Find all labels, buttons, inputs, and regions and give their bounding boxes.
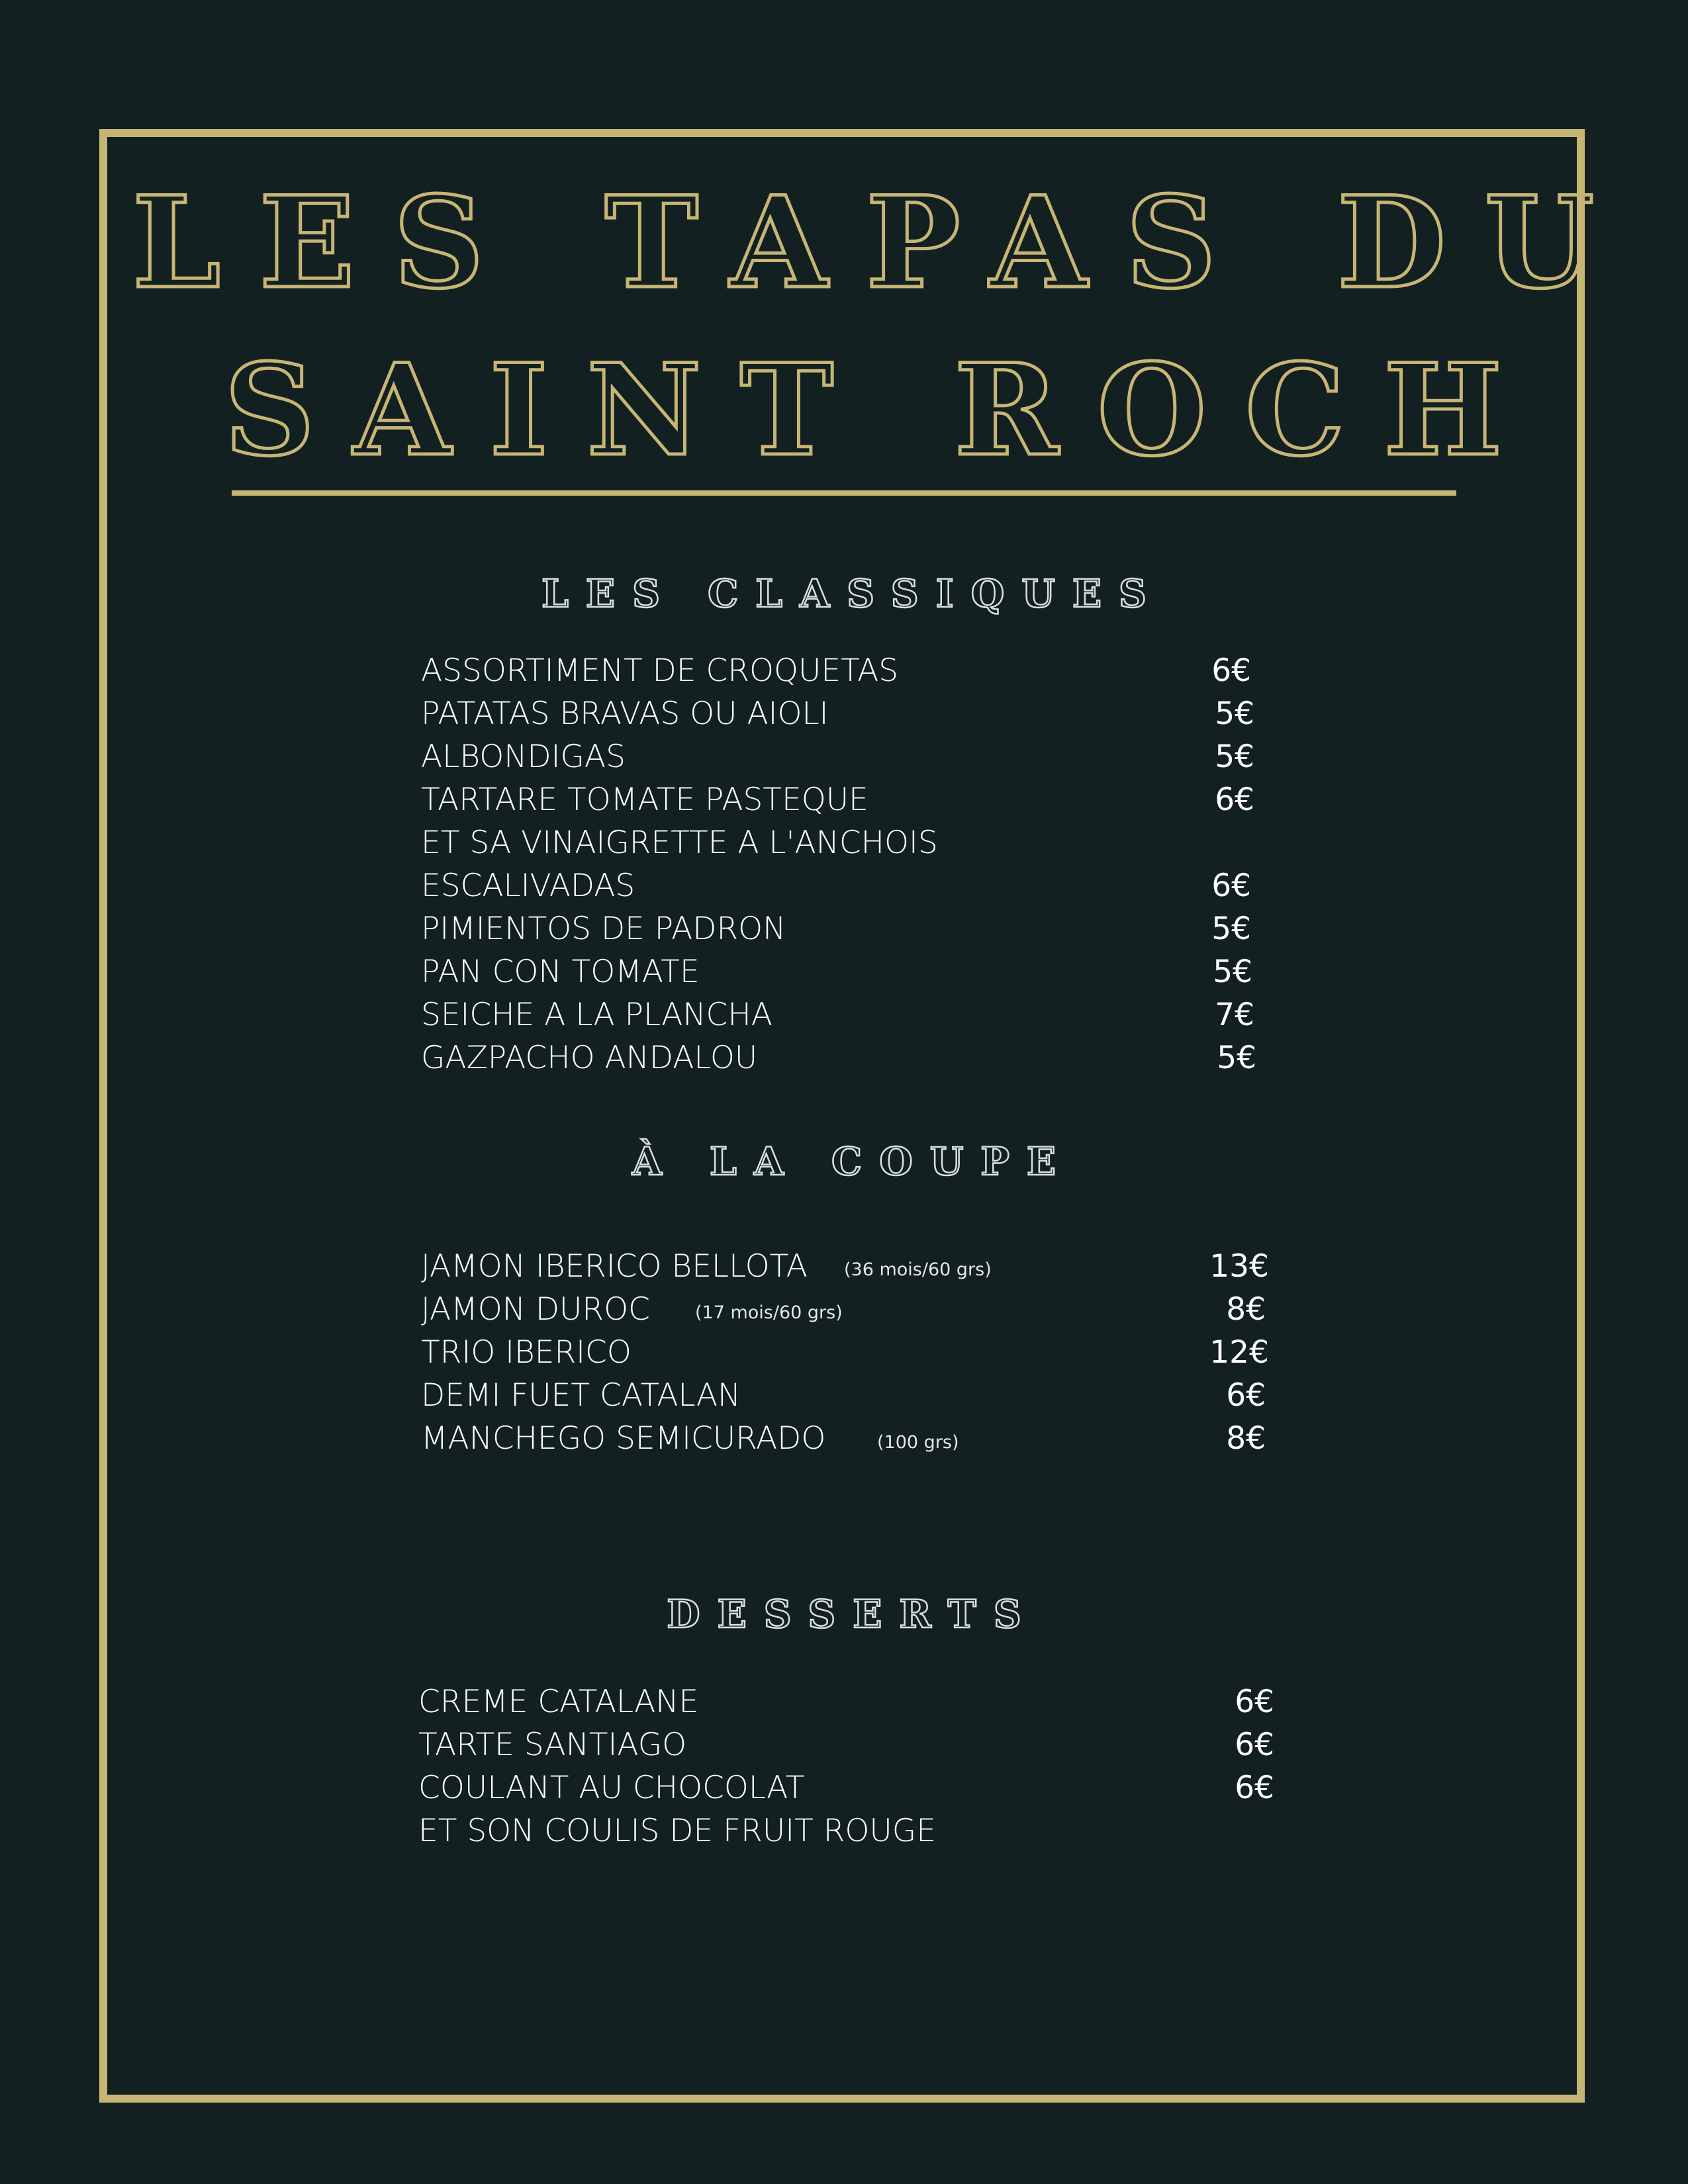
menu-item-name: DEMI FUET CATALAN xyxy=(421,1377,741,1414)
menu-item-price: 5€ xyxy=(1211,911,1251,947)
menu-item-price: 5€ xyxy=(1213,954,1252,990)
restaurant-title-line-1: LES TAPAS DU xyxy=(132,169,1633,316)
menu-item-name-continued: ET SON COULIS DE FRUIT ROUGE xyxy=(418,1813,936,1849)
menu-item-note: (17 mois/60 grs) xyxy=(695,1302,843,1323)
menu-item-price: 5€ xyxy=(1217,1040,1256,1076)
menu-item-name: MANCHEGO SEMICURADO xyxy=(421,1420,826,1457)
menu-item-name: JAMON IBERICO BELLOTA xyxy=(421,1248,808,1285)
section-heading-desserts: DESSERTS xyxy=(667,1592,1039,1637)
menu-item-price: 6€ xyxy=(1235,1727,1274,1763)
section-heading-classiques: LES CLASSIQUES xyxy=(541,571,1164,616)
menu-item-name: TARTARE TOMATE PASTEQUE xyxy=(421,782,868,818)
menu-item-name: COULANT AU CHOCOLAT xyxy=(418,1770,805,1806)
menu-item-price: 8€ xyxy=(1226,1291,1266,1328)
menu-item-name: ALBONDIGAS xyxy=(421,739,626,775)
menu-item-price: 7€ xyxy=(1215,997,1254,1033)
restaurant-title-line-2: SAINT ROCH xyxy=(224,336,1541,484)
menu-item-price: 5€ xyxy=(1215,739,1254,775)
menu-item-note: (100 grs) xyxy=(877,1432,959,1453)
menu-item-price: 8€ xyxy=(1226,1420,1266,1457)
section-heading-coupe: À LA COUPE xyxy=(632,1139,1074,1184)
menu-item-name: TRIO IBERICO xyxy=(421,1334,632,1371)
menu-item-name: TARTE SANTIAGO xyxy=(418,1727,687,1763)
menu-item-price: 6€ xyxy=(1211,653,1251,689)
menu-item-price: 12€ xyxy=(1209,1334,1269,1371)
menu-item-price: 6€ xyxy=(1211,868,1251,904)
menu-item-name: ASSORTIMENT DE CROQUETAS xyxy=(421,653,899,689)
menu-item-note: (36 mois/60 grs) xyxy=(844,1259,992,1280)
menu-item-name: JAMON DUROC xyxy=(421,1291,650,1328)
menu-item-price: 6€ xyxy=(1235,1770,1274,1806)
menu-item-price: 6€ xyxy=(1226,1377,1266,1414)
menu-item-name: PATATAS BRAVAS OU AIOLI xyxy=(421,696,829,732)
menu-item-name: CREME CATALANE xyxy=(418,1684,699,1720)
menu-item-name: ESCALIVADAS xyxy=(421,868,635,904)
menu-item-name: SEICHE A LA PLANCHA xyxy=(421,997,773,1033)
menu-item-price: 5€ xyxy=(1215,696,1254,732)
menu-item-name-continued: ET SA VINAIGRETTE A L'ANCHOIS xyxy=(421,825,938,861)
menu-item-name: PIMIENTOS DE PADRON xyxy=(421,911,786,947)
menu-item-name: GAZPACHO ANDALOU xyxy=(421,1040,758,1076)
menu-item-price: 6€ xyxy=(1235,1684,1274,1720)
menu-item-price: 13€ xyxy=(1209,1248,1269,1285)
menu-item-name: PAN CON TOMATE xyxy=(421,954,700,990)
menu-item-price: 6€ xyxy=(1215,782,1254,818)
title-divider xyxy=(232,490,1456,496)
